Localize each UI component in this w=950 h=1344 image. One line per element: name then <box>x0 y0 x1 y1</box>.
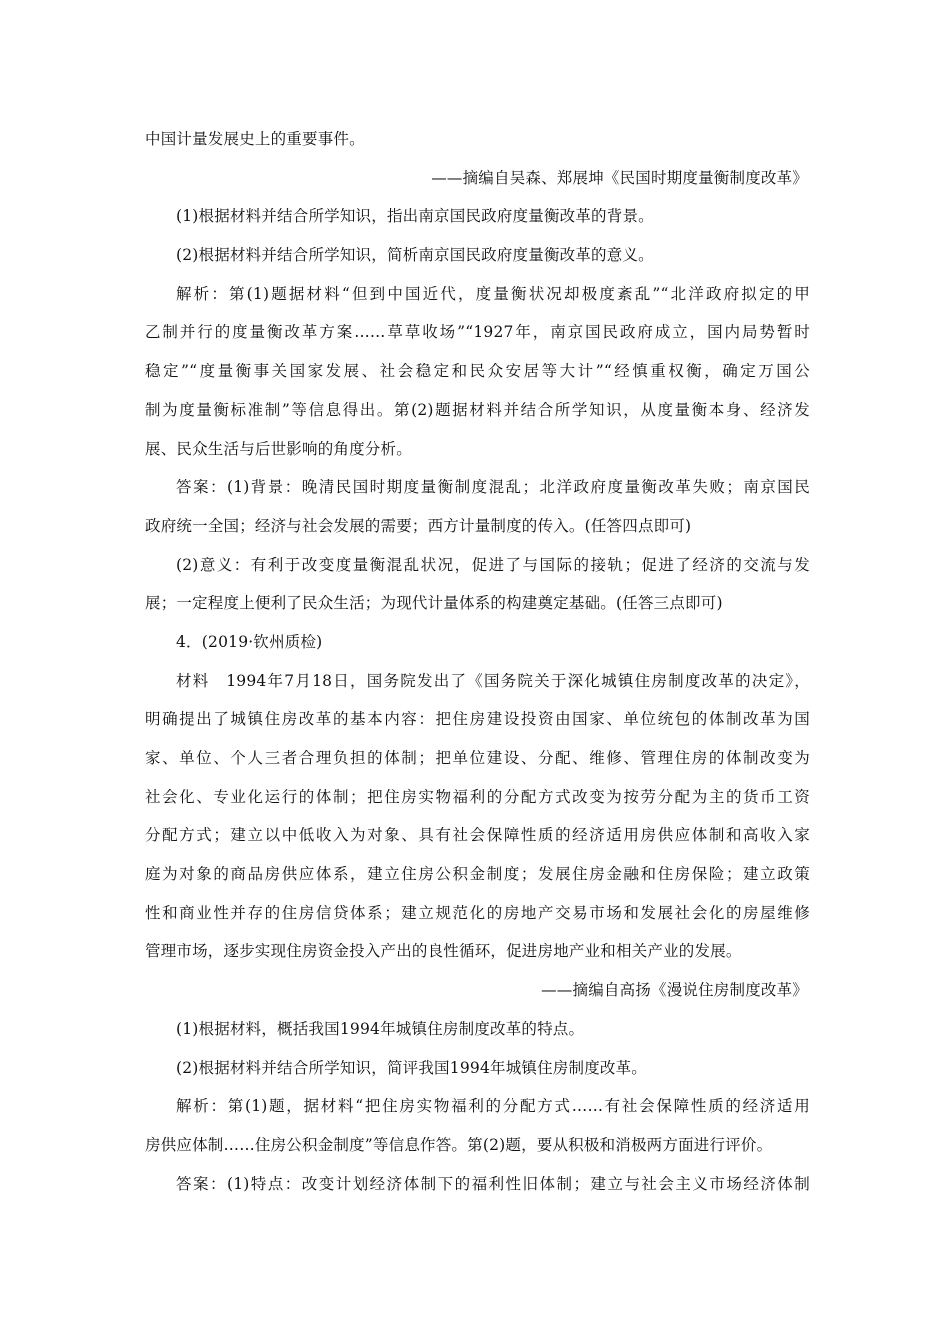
text-line: 明确提出了城镇住房改革的基本内容：把住房建设投资由国家、单位统包的体制改革为国 <box>145 710 810 729</box>
document-body <box>145 120 810 1203</box>
text-line: 中国计量发展史上的重要事件。 <box>145 130 365 148</box>
question-1: (1)根据材料并结合所学知识，指出南京国民政府度量衡改革的背景。 <box>176 207 654 226</box>
answer-paragraph: 答案：(1)背景：晚清民国时期度量衡制度混乱；北洋政府度量衡改革失败；南京国民 <box>176 478 810 497</box>
text-line: 家、单位、个人三者合理负担的体制；把单位建设、分配、维修、管理住房的体制改变为 <box>145 749 810 767</box>
analysis-paragraph: 解析：第(1)题据材料“但到中国近代，度量衡状况却极度紊乱”“北洋政府拟定的甲 <box>176 284 810 303</box>
text-line: 展、民众生活与后世影响的角度分析。 <box>145 439 412 458</box>
text-line: 房供应体制……住房公积金制度”等信息作答。第(2)题，要从积极和消极两方面进行评价。 <box>145 1135 773 1154</box>
answer-paragraph: (2)意义：有利于改变度量衡混乱状况，促进了与国际的接轨；促进了经济的交流与发 <box>176 555 810 574</box>
text-line: 制为度量衡标准制”等信息得出。第(2)题据材料并结合所学知识，从度量衡本身、经济发 <box>145 400 810 419</box>
question-2: (2)根据材料并结合所学知识，简评我国1994年城镇住房制度改革。 <box>176 1058 648 1077</box>
source-citation: ——摘编自高扬《漫说住房制度改革》 <box>541 981 808 1000</box>
text-line: 展；一定程度上便利了民众生活；为现代计量体系的构建奠定基础。(任答三点即可) <box>145 594 723 613</box>
text-line: 稳定”“度量衡事关国家发展、社会稳定和民众安居等大计”“经慎重权衡，确定万国公 <box>145 362 810 381</box>
analysis-paragraph: 解析：第(1)题，据材料“把住房实物福利的分配方式……有社会保障性质的经济适用 <box>176 1097 810 1116</box>
text-line: 分配方式；建立以中低收入为对象、具有社会保障性质的经济适用房供应体制和高收入家 <box>145 826 810 845</box>
answer-paragraph: 答案：(1)特点：改变计划经济体制下的福利性旧体制；建立与社会主义市场经济体制 <box>176 1174 810 1193</box>
text-line: 乙制并行的度量衡改革方案……草草收场”“1927年，南京国民政府成立，国内局势暂时 <box>145 323 810 342</box>
text-line: 庭为对象的商品房供应体系，建立住房公积金制度；发展住房金融和住房保险；建立政策 <box>145 865 810 884</box>
material-paragraph: 材料 1994年7月18日，国务院发出了《国务院关于深化城镇住房制度改革的决定》， <box>176 671 810 690</box>
text-line: 社会化、专业化运行的体制；把住房实物福利的分配方式改变为按劳分配为主的货币工资 <box>145 787 810 806</box>
source-citation: ——摘编自吴森、郑展坤《民国时期度量衡制度改革》 <box>431 168 808 187</box>
text-line: 性和商业性并存的住房信贷体系；建立规范化的房地产交易市场和发展社会化的房屋维修 <box>145 903 810 922</box>
question-1: (1)根据材料，概括我国1994年城镇住房制度改革的特点。 <box>176 1019 585 1038</box>
question-number: 4．(2019·钦州质检) <box>176 632 323 651</box>
text-line: 政府统一全国；经济与社会发展的需要；西方计量制度的传入。(任答四点即可) <box>145 516 692 535</box>
question-2: (2)根据材料并结合所学知识，简析南京国民政府度量衡改革的意义。 <box>176 246 654 265</box>
text-line: 管理市场，逐步实现住房资金投入产出的良性循环，促进房地产业和相关产业的发展。 <box>145 942 742 961</box>
